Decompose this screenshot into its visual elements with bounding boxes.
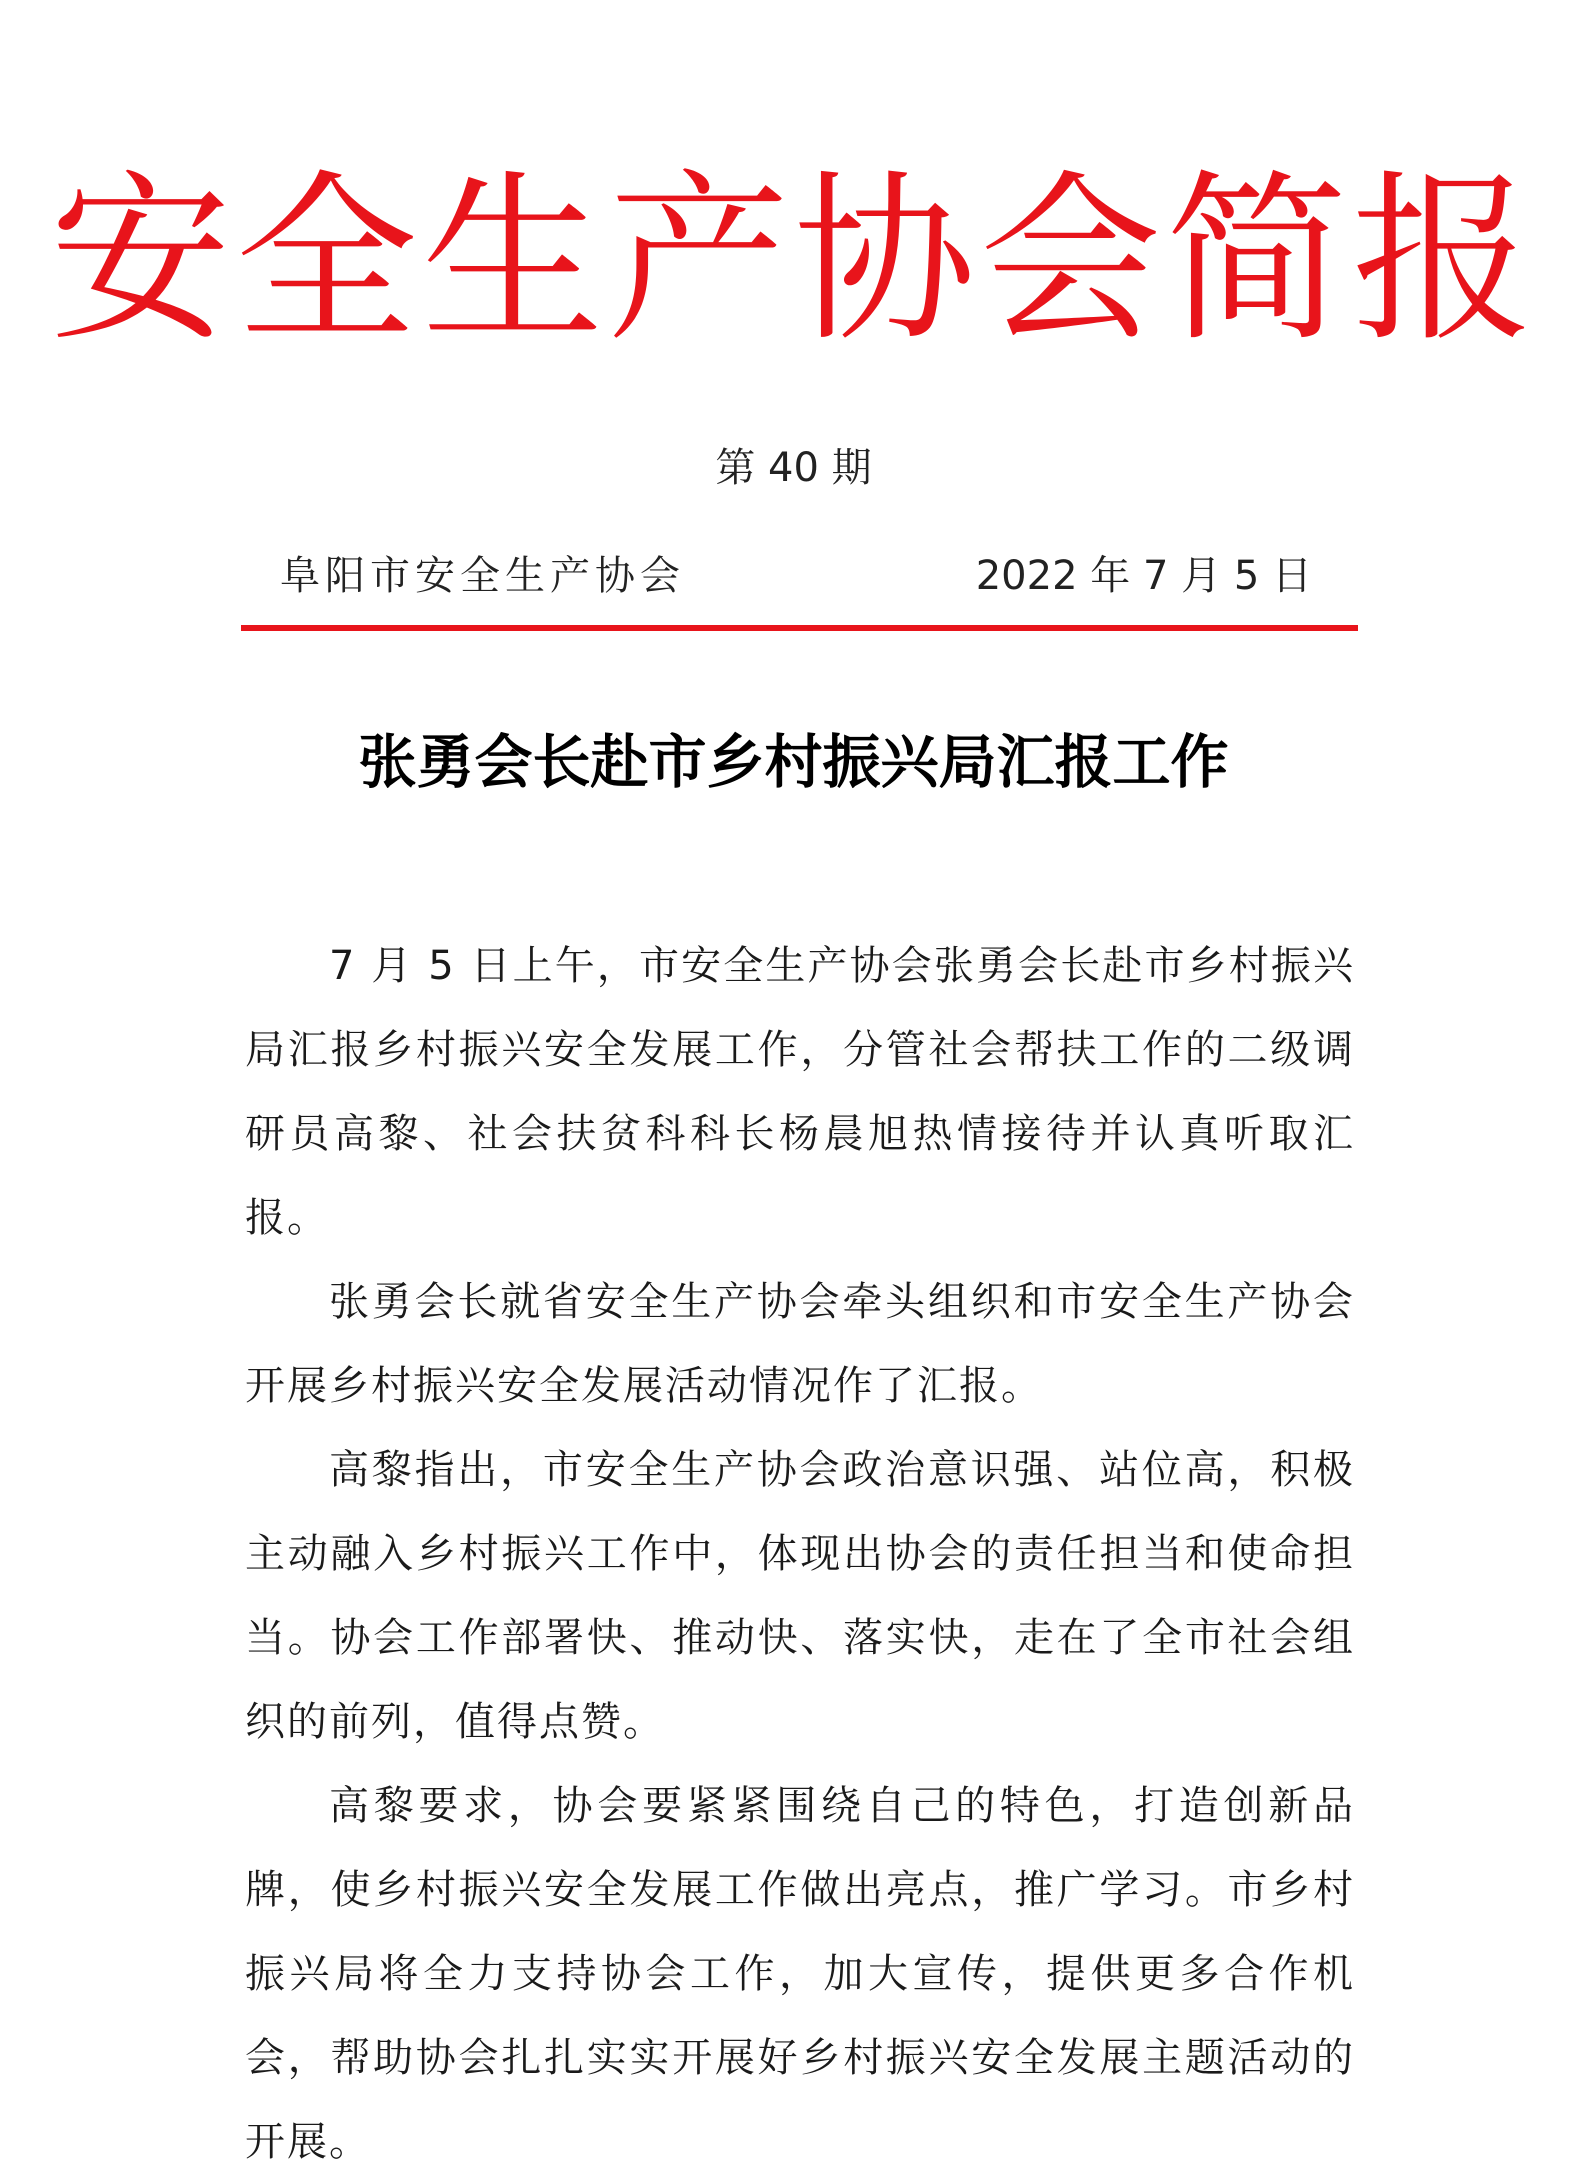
article-paragraph: 高黎指出，市安全生产协会政治意识强、站位高，积极主动融入乡村振兴工作中，体现出协会的责任担当和使命担当。协会工作部署快、推动快、落实快，走在了全市社会组织的前列，值得点赞。 [245, 1447, 1355, 1745]
article-paragraph: 张勇会长就省安全生产协会牵头组织和市安全生产协会开展乡村振兴安全发展活动情况作了汇报。 [245, 1279, 1355, 1409]
article-paragraph: 高黎要求，协会要紧紧围绕自己的特色，打造创新品牌，使乡村振兴安全发展工作做出亮点，推广学习。市乡村振兴局将全力支持协会工作，加大宣传，提供更多合作机会，帮助协会扎扎实实开展好乡村振兴安全发展主题活动的开展。 [245, 1783, 1355, 2165]
publish-date: 2022 年 7 月 5 日 [975, 553, 1312, 599]
article-headline: 张勇会长赴市乡村振兴局汇报工作 [358, 728, 1229, 796]
masthead-title: 安全生产协会简报 [49, 154, 1538, 366]
red-divider-line [241, 625, 1358, 631]
article-body [245, 924, 1355, 2184]
publisher-organization: 阜阳市安全生产协会 [280, 553, 685, 599]
issue-number: 第 40 期 [715, 445, 872, 491]
article-paragraph: 7 月 5 日上午，市安全生产协会张勇会长赴市乡村振兴局汇报乡村振兴安全发展工作，分管社会帮扶工作的二级调研员高黎、社会扶贫科科长杨晨旭热情接待并认真听取汇报。 [245, 943, 1355, 1241]
meta-row [280, 548, 1312, 604]
